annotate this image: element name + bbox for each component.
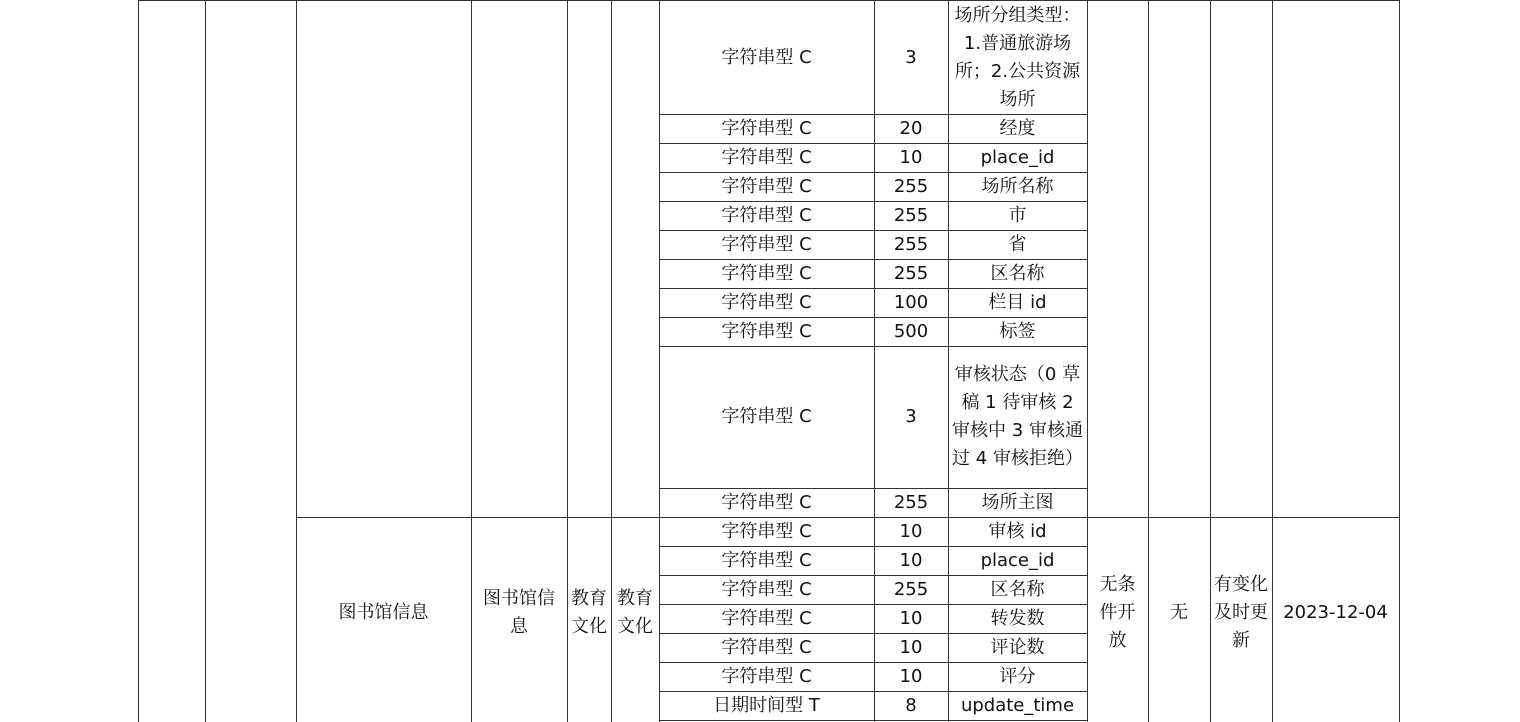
field-desc-cell: 审核 id — [988, 520, 1047, 542]
field-type-cell: 字符串型 C — [721, 175, 812, 197]
row-border — [659, 172, 1088, 173]
row-border — [138, 0, 1400, 1]
field-length-cell: 255 — [893, 578, 929, 600]
column-border — [1399, 0, 1400, 722]
field-length-cell: 255 — [893, 233, 929, 255]
field-type-cell: 字符串型 C — [721, 291, 812, 313]
field-type-cell: 字符串型 C — [721, 636, 812, 658]
release-date-cell: 2023-12-04 — [1283, 601, 1388, 623]
field-type-cell: 字符串型 C — [721, 406, 812, 427]
field-desc-cell: 区名称 — [990, 262, 1045, 284]
field-desc-cell: 场所主图 — [981, 491, 1054, 513]
field-desc-cell: 审核状态（0 草稿 1 待审核 2 审核中 3 审核通过 4 审核拒绝） — [952, 364, 1083, 469]
field-length-cell: 255 — [893, 262, 929, 284]
field-type-cell: 字符串型 C — [721, 607, 812, 629]
field-type-cell: 字符串型 C — [721, 146, 812, 168]
row-border — [659, 691, 1088, 692]
subcategory-cell: 教育文化 — [617, 587, 653, 637]
field-length-cell: 10 — [899, 146, 923, 168]
column-border — [471, 0, 472, 722]
field-type-cell: 字符串型 C — [721, 491, 812, 513]
row-border — [659, 259, 1088, 260]
row-border — [659, 546, 1088, 547]
group-border — [296, 517, 1400, 518]
row-border — [659, 317, 1088, 318]
field-desc-cell: 转发数 — [990, 607, 1045, 629]
row-border — [659, 633, 1088, 634]
field-type-cell: 字符串型 C — [721, 578, 812, 600]
row-border — [659, 720, 1088, 721]
field-type-cell: 字符串型 C — [721, 46, 812, 68]
field-desc-cell: 省 — [1008, 233, 1027, 255]
field-desc-cell: 栏目 id — [988, 291, 1047, 313]
field-desc-cell: 场所名称 — [981, 175, 1054, 197]
field-desc-cell: 经度 — [999, 117, 1036, 139]
row-border — [659, 662, 1088, 663]
row-border — [659, 488, 1088, 489]
field-length-cell: 3 — [905, 406, 917, 427]
resource-name-cell: 图书馆信息 — [338, 601, 429, 623]
update-frequency-cell: 有变化及时更新 — [1214, 573, 1268, 651]
column-border — [205, 0, 206, 722]
field-length-cell: 255 — [893, 175, 929, 197]
row-border — [659, 114, 1088, 115]
field-length-cell: 3 — [905, 46, 917, 68]
field-desc-cell: 场所分组类型：1.普通旅游场所；2.公共资源场所 — [954, 4, 1081, 110]
field-length-cell: 10 — [899, 520, 923, 542]
open-type-cell: 无条件开放 — [1099, 573, 1136, 651]
field-desc-cell: update_time — [960, 694, 1075, 716]
field-type-cell: 字符串型 C — [721, 665, 812, 687]
field-length-cell: 255 — [893, 204, 929, 226]
field-type-cell: 字符串型 C — [721, 320, 812, 342]
category-cell: 教育文化 — [571, 587, 607, 637]
row-border — [659, 575, 1088, 576]
field-type-cell: 日期时间型 T — [713, 694, 820, 716]
field-desc-cell: 区名称 — [990, 578, 1045, 600]
column-border — [659, 0, 660, 722]
field-desc-cell: place_id — [980, 146, 1055, 168]
open-condition-cell: 无 — [1170, 601, 1188, 623]
column-border — [296, 0, 297, 722]
field-length-cell: 10 — [899, 549, 923, 571]
field-length-cell: 10 — [899, 665, 923, 687]
field-length-cell: 10 — [899, 607, 923, 629]
field-desc-cell: place_id — [980, 549, 1055, 571]
row-border — [659, 288, 1088, 289]
field-type-cell: 字符串型 C — [721, 233, 812, 255]
field-length-cell: 8 — [905, 694, 917, 716]
row-border — [659, 230, 1088, 231]
column-border — [1148, 0, 1149, 722]
column-border — [874, 0, 875, 722]
field-type-cell: 字符串型 C — [721, 520, 812, 542]
column-border — [138, 0, 139, 722]
column-border — [1210, 0, 1211, 722]
field-type-cell: 字符串型 C — [721, 549, 812, 571]
field-desc-cell: 评论数 — [990, 636, 1045, 658]
column-border — [1087, 0, 1088, 722]
column-border — [1272, 0, 1273, 722]
field-length-cell: 100 — [893, 291, 929, 313]
field-type-cell: 字符串型 C — [721, 117, 812, 139]
field-desc-cell: 标签 — [999, 320, 1036, 342]
info-name-cell: 图书馆信息 — [483, 587, 555, 637]
field-length-cell: 10 — [899, 636, 923, 658]
field-length-cell: 500 — [893, 320, 929, 342]
column-border — [567, 0, 568, 722]
column-border — [948, 0, 949, 722]
row-border — [659, 604, 1088, 605]
row-border — [659, 201, 1088, 202]
row-border — [659, 346, 1088, 347]
field-length-cell: 20 — [899, 117, 923, 139]
field-length-cell: 255 — [893, 491, 929, 513]
field-type-cell: 字符串型 C — [721, 204, 812, 226]
column-border — [611, 0, 612, 722]
field-type-cell: 字符串型 C — [721, 262, 812, 284]
field-desc-cell: 市 — [1008, 204, 1027, 226]
row-border — [659, 143, 1088, 144]
field-desc-cell: 评分 — [999, 665, 1036, 687]
